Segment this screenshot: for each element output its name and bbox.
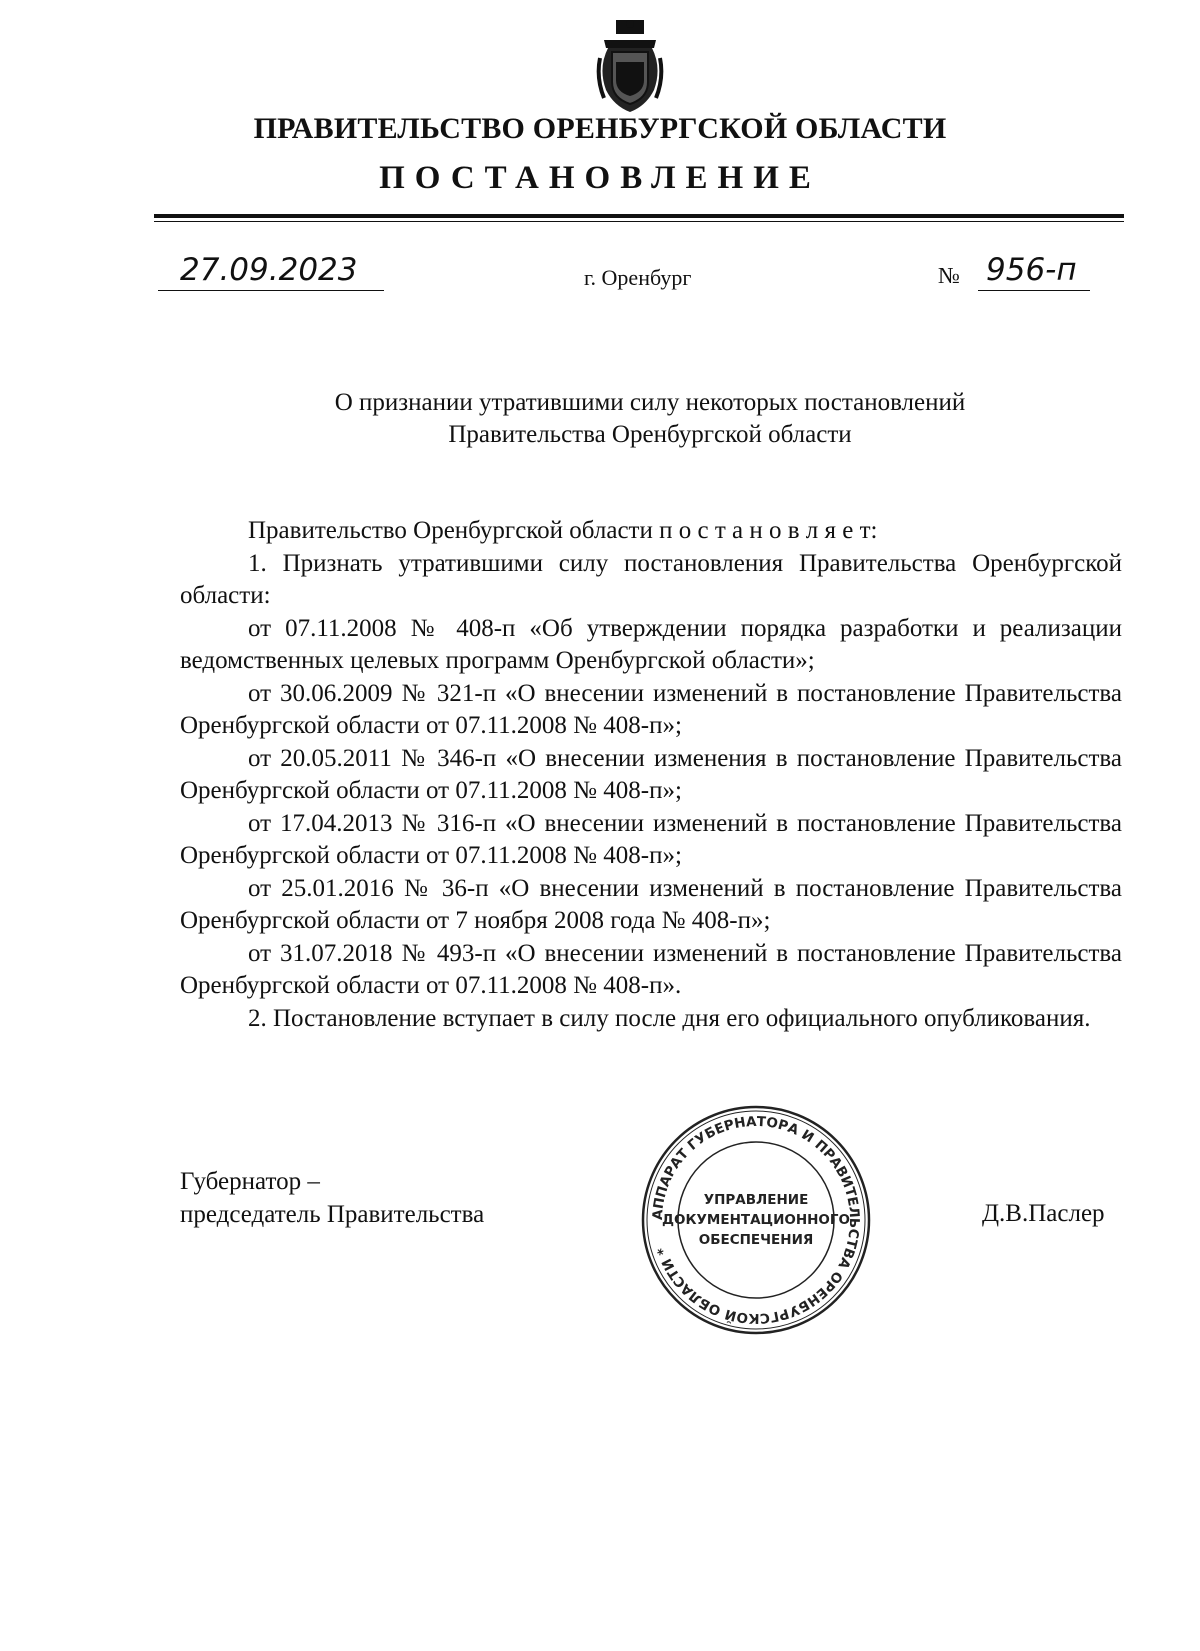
coat-of-arms-emblem [594,18,666,114]
signatory-name: Д.В.Паслер [982,1200,1105,1227]
document-body [180,515,1122,1035]
stamp-center-line-2: ДОКУМЕНТАЦИОННОГО [661,1212,851,1228]
subject-line-2: Правительства Оренбургской области [448,421,852,448]
item-1: 1. Признать утратившими силу постановления Правительства Оренбургской области: [180,549,1122,609]
position-line-2: председатель Правительства [180,1201,485,1228]
header-rule-thin [154,221,1124,222]
repealed-act: от 30.06.2009 № 321-п «О внесении изменений в постановление Правительства Оренбургской области от 07.11.2008 № 408-п»; [180,679,1122,739]
stamp-center-line-1: УПРАВЛЕНИЕ [703,1192,809,1208]
signatory-position [180,1165,484,1231]
document-number [978,252,1090,291]
government-title: ПРАВИТЕЛЬСТВО ОРЕНБУРГСКОЙ ОБЛАСТИ [253,112,947,145]
document-type-title: ПОСТАНОВЛЕНИЕ [379,160,821,196]
repealed-act: от 17.04.2013 № 316-п «О внесении изменений в постановление Правительства Оренбургской области от 07.11.2008 № 408-п»; [180,809,1122,869]
document-date [158,252,384,291]
document-subject [0,387,1200,451]
header-rule-thick [154,214,1124,218]
position-line-1: Губернатор – [180,1168,320,1195]
document-date-value: 27.09.2023 [180,252,358,288]
repealed-act: от 31.07.2018 № 493-п «О внесении изменений в постановление Правительства Оренбургской области от 07.11.2008 № 408-п». [180,939,1122,999]
document-city: г. Оренбург [584,265,692,290]
preamble: Правительство Оренбургской области п о с т а н о в л я е т: [248,517,878,544]
subject-line-1: О признании утратившими силу некоторых постановлений [334,389,966,416]
document-number-value: 956-п [986,252,1077,288]
item-2: 2. Постановление вступает в силу после дня его официального опубликования. [248,1004,1091,1032]
repealed-act: от 25.01.2016 № 36-п «О внесении изменений в постановление Правительства Оренбургской области от 7 ноября 2008 года № 408-п»; [180,874,1122,934]
number-sign: № [938,263,960,288]
official-stamp [636,1100,876,1340]
repealed-act: от 20.05.2011 № 346-п «О внесении изменения в постановление Правительства Оренбургской области от 07.11.2008 № 408-п»; [180,744,1122,804]
stamp-center-line-3: ОБЕСПЕЧЕНИЯ [698,1232,814,1248]
repealed-act: от 07.11.2008 № 408-п «Об утверждении порядка разработки и реализации ведомственных целевых программ Оренбургской области»; [180,614,1122,674]
stamp-ring-text: АППАРАТ ГУБЕРНАТОРА И ПРАВИТЕЛЬСТВА ОРЕНБУРГСКОЙ ОБЛАСТИ * [649,1113,863,1327]
